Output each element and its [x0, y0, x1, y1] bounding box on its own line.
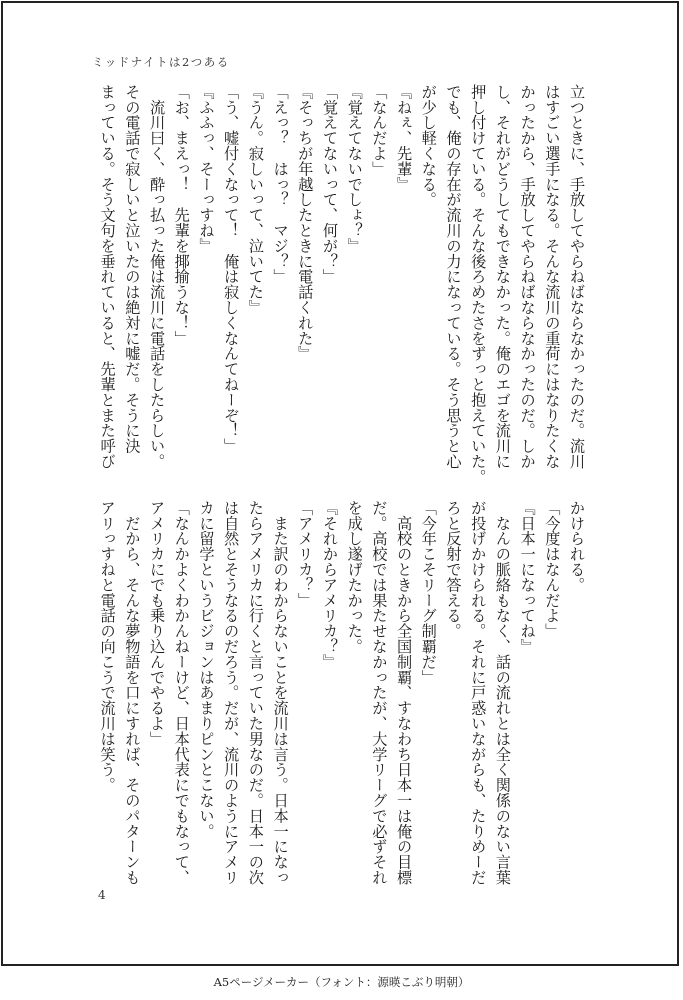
text-line: ろと反射で答える。 [444, 500, 463, 639]
text-line: は自然とそうなるのだろう。だが、流川のようにアメリ [222, 500, 241, 885]
body-text-top [95, 84, 589, 485]
text-line: だ。高校では果たせなかったが、大学リーグで必ずそれ [370, 500, 389, 885]
text-line: 高校のときから全国制覇、すなわち日本一は俺の目標 [395, 500, 414, 885]
text-line: 『うん。寂しいって、泣いてた』 [246, 84, 265, 315]
text-line: 『それからアメリカ？』 [320, 500, 339, 670]
text-line: だから、そんな夢物語を口にすれば、そのパターンも [123, 500, 142, 885]
text-line: かけられる。 [568, 500, 586, 593]
text-line: 「アメリカ？」 [296, 500, 315, 608]
text-line: 「えっ？ はっ？ マジ？」 [271, 84, 290, 285]
footer-credit: A5ページメーカー（フォント：源暎こぶり明朝） [213, 975, 470, 989]
text-line: 『ねぇ、先輩』 [395, 84, 414, 192]
text-line: かったから、手放してやらねばならなかったのだ。しか [518, 84, 537, 469]
text-line: 「う、嘘付くなって！ 俺は寂しくなんてねーぞ！」 [222, 84, 241, 454]
text-line: 『覚えてないでしょ？』 [345, 84, 364, 254]
text-line: また訳のわからないことを流川は言う。日本一になっ [271, 500, 290, 885]
text-line: 押し付けている。そんな後ろめたさをずっと抱えていた。 [469, 84, 488, 485]
text-line: し、それがどうしてもできなかった。俺のエゴを流川に [493, 84, 512, 469]
text-line: 「なんだよ」 [370, 84, 389, 177]
text-line: はすごい選手になる。そんな流川の重荷にはなりたくな [543, 84, 562, 469]
text-line: カに留学というビジョンはあまりピンとこない。 [197, 500, 216, 839]
text-line: 『日本一になってね』 [518, 500, 537, 654]
text-line: 「今年こそリーグ制覇だ」 [419, 500, 438, 685]
text-line: 「なんかよくわかんねーけど、日本代表にでもなって、 [172, 500, 191, 885]
running-head: ミッドナイトは2つある [92, 55, 230, 69]
text-line: を成し遂げたかった。 [345, 500, 364, 654]
body-text-bottom [95, 500, 589, 885]
text-line: 『そっちが年越したときに電話くれた』 [296, 84, 315, 362]
text-line: 立つときに、手放してやらねばならなかったのだ。流川 [568, 84, 586, 469]
text-line: 「覚えてないって、何が？」 [320, 84, 339, 285]
text-line: が少し軽くなる。 [419, 84, 438, 208]
text-line: 「今度はなんだよ」 [543, 500, 562, 639]
text-line: なんの脈絡もなく、話の流れとは全く関係のない言葉 [493, 500, 512, 885]
text-line: 『ふふっ、そーっすね』 [197, 84, 216, 254]
text-line: たらアメリカに行くと言っていた男なのだ。日本一の次 [246, 500, 265, 885]
text-line: アリっすねと電話の向こうで流川は笑う。 [98, 500, 117, 793]
text-line: でも、俺の存在が流川の力になっている。そう思うと心 [444, 84, 463, 469]
text-line: 流川曰く、酔っ払った俺は流川に電話をしたらしい。 [148, 84, 167, 469]
text-line: が投げかけられる。それに戸惑いながらも、たりめーだ [469, 500, 488, 885]
text-line: アメリカにでも乗り込んでやるよ」 [148, 500, 167, 747]
text-line: その電話で寂しいと泣いたのは絶対に嘘だ。そうに決 [123, 84, 142, 454]
page-number: 4 [98, 888, 106, 902]
text-line: まっている。そう文句を垂れていると、先輩とまた呼び [98, 84, 117, 469]
text-line: 「お、まえっ！ 先輩を揶揄うな！」 [172, 84, 191, 346]
